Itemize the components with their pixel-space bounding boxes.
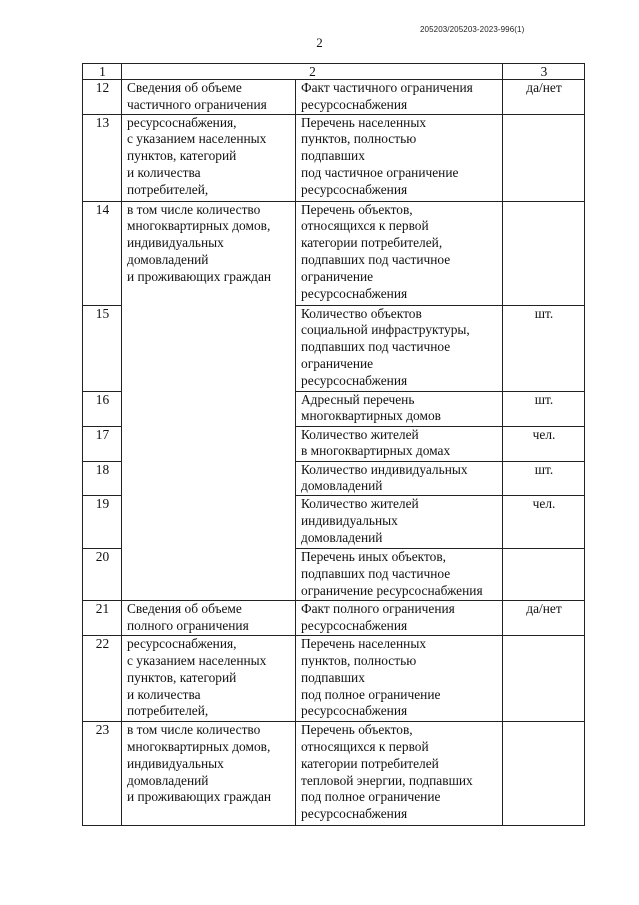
row-item <box>296 426 503 461</box>
cell-line: и количества <box>127 164 201 180</box>
cell-line: ресурсоснабжения <box>301 703 408 719</box>
cell-line: домовладений <box>301 478 383 494</box>
row-number: 18 <box>83 461 122 496</box>
cell-line: с указанием населенных <box>127 652 267 668</box>
row-item <box>296 80 503 115</box>
cell-line: потребителей, <box>127 181 209 197</box>
cell-line: Адресный перечень <box>301 391 415 407</box>
cell-line: ресурсоснабжения <box>301 181 408 197</box>
table-row <box>83 722 585 826</box>
row-unit: чел. <box>503 426 585 461</box>
header-col-2: 2 <box>122 64 503 80</box>
table-row <box>83 601 585 636</box>
cell-line: тепловой энергии, подпавших <box>301 772 473 788</box>
cell-line: относящихся к первой <box>301 738 429 754</box>
cell-line: под полное ограничение <box>301 789 441 805</box>
cell-line: домовладений <box>301 529 383 545</box>
row-unit <box>503 114 585 201</box>
cell-line: под частичное ограничение <box>301 164 459 180</box>
document-id: 205203/205203-2023-996(1) <box>420 25 525 34</box>
row-item <box>296 461 503 496</box>
row-number: 23 <box>83 722 122 826</box>
row-number: 19 <box>83 496 122 549</box>
table-row <box>83 114 585 201</box>
cell-line: ресурсоснабжения, <box>127 114 237 130</box>
cell-line: пунктов, полностью <box>301 652 417 668</box>
row-item <box>296 391 503 426</box>
section-full-a <box>122 601 296 636</box>
cell-line: индивидуальных <box>127 755 224 771</box>
cell-line: подпавших под частичное <box>301 565 451 581</box>
cell-line: категории потребителей, <box>301 235 443 251</box>
row-number: 21 <box>83 601 122 636</box>
cell-line: многоквартирных домов <box>301 408 441 424</box>
cell-line: под полное ограничение <box>301 686 441 702</box>
cell-line: ресурсоснабжения <box>301 285 408 301</box>
row-number: 22 <box>83 636 122 722</box>
cell-line: Количество жителей <box>301 426 419 442</box>
header-row <box>83 64 585 80</box>
row-item <box>296 201 503 305</box>
cell-line: Количество индивидуальных <box>301 461 468 477</box>
row-unit: да/нет <box>503 601 585 636</box>
cell-line: ресурсоснабжения <box>301 96 408 112</box>
table-row <box>83 201 585 305</box>
cell-line: Перечень объектов, <box>301 722 413 738</box>
cell-line: Перечень иных объектов, <box>301 549 447 565</box>
cell-line: и проживающих граждан <box>127 268 272 284</box>
section-full-b <box>122 636 296 722</box>
cell-line: Перечень населенных <box>301 636 427 652</box>
cell-line: Количество объектов <box>301 305 422 321</box>
row-number: 14 <box>83 201 122 305</box>
cell-line: Перечень населенных <box>301 114 427 130</box>
row-unit <box>503 722 585 826</box>
row-unit: чел. <box>503 496 585 549</box>
row-unit: шт. <box>503 305 585 391</box>
cell-line: Сведения об объеме <box>127 601 242 617</box>
cell-line: Факт полного ограничения <box>301 601 455 617</box>
cell-line: Перечень объектов, <box>301 201 413 217</box>
header-col-1: 1 <box>83 64 122 80</box>
cell-line: Сведения об объеме <box>127 80 242 95</box>
cell-line: ограничение <box>301 268 374 284</box>
row-number: 16 <box>83 391 122 426</box>
cell-line: с указанием населенных <box>127 131 267 147</box>
row-unit: да/нет <box>503 80 585 115</box>
page-number: 2 <box>316 35 323 50</box>
row-unit <box>503 201 585 305</box>
cell-line: категории потребителей <box>301 755 439 771</box>
row-item <box>296 496 503 549</box>
cell-line: подпавших под частичное <box>301 251 451 267</box>
cell-line: домовладений <box>127 772 209 788</box>
cell-line: и количества <box>127 686 201 702</box>
section-full-c <box>122 722 296 826</box>
cell-line: ресурсоснабжения <box>301 617 408 633</box>
cell-line: Факт частичного ограничения <box>301 80 473 95</box>
table-row <box>83 80 585 115</box>
row-item <box>296 305 503 391</box>
cell-line: ресурсоснабжения <box>301 806 408 822</box>
cell-line: пунктов, категорий <box>127 148 237 164</box>
cell-line: индивидуальных <box>301 512 398 528</box>
row-item <box>296 601 503 636</box>
section-partial-a <box>122 80 296 115</box>
row-item <box>296 722 503 826</box>
row-unit: шт. <box>503 461 585 496</box>
row-item <box>296 549 503 601</box>
cell-line: многоквартирных домов, <box>127 218 271 234</box>
cell-line: Количество жителей <box>301 496 419 512</box>
cell-line: в том числе количество <box>127 201 261 217</box>
row-number: 13 <box>83 114 122 201</box>
cell-line: ограничение <box>301 355 374 371</box>
cell-line: ограничение ресурсоснабжения <box>301 582 483 598</box>
row-unit <box>503 549 585 601</box>
row-item <box>296 636 503 722</box>
cell-line: ресурсоснабжения <box>301 372 408 388</box>
cell-line: ресурсоснабжения, <box>127 636 237 652</box>
row-number: 20 <box>83 549 122 601</box>
cell-line: относящихся к первой <box>301 218 429 234</box>
row-item <box>296 114 503 201</box>
cell-line: домовладений <box>127 251 209 267</box>
cell-line: социальной инфраструктуры, <box>301 322 470 338</box>
data-table <box>82 63 585 826</box>
cell-line: потребителей, <box>127 703 209 719</box>
row-number: 15 <box>83 305 122 391</box>
cell-line: в многоквартирных домах <box>301 443 451 459</box>
cell-line: пунктов, полностью <box>301 131 417 147</box>
section-partial-c <box>122 201 296 601</box>
cell-line: пунктов, категорий <box>127 669 237 685</box>
row-number: 17 <box>83 426 122 461</box>
cell-line: полного ограничения <box>127 617 249 633</box>
header-col-3: 3 <box>503 64 585 80</box>
row-unit <box>503 636 585 722</box>
cell-line: подпавших <box>301 148 365 164</box>
cell-line: индивидуальных <box>127 235 224 251</box>
row-unit: шт. <box>503 391 585 426</box>
section-partial-b <box>122 114 296 201</box>
cell-line: и проживающих граждан <box>127 789 272 805</box>
cell-line: в том числе количество <box>127 722 261 738</box>
cell-line: подпавших под частичное <box>301 339 451 355</box>
cell-line: многоквартирных домов, <box>127 738 271 754</box>
cell-line: подпавших <box>301 669 365 685</box>
row-number: 12 <box>83 80 122 115</box>
table-row <box>83 636 585 722</box>
cell-line: частичного ограничения <box>127 96 267 112</box>
